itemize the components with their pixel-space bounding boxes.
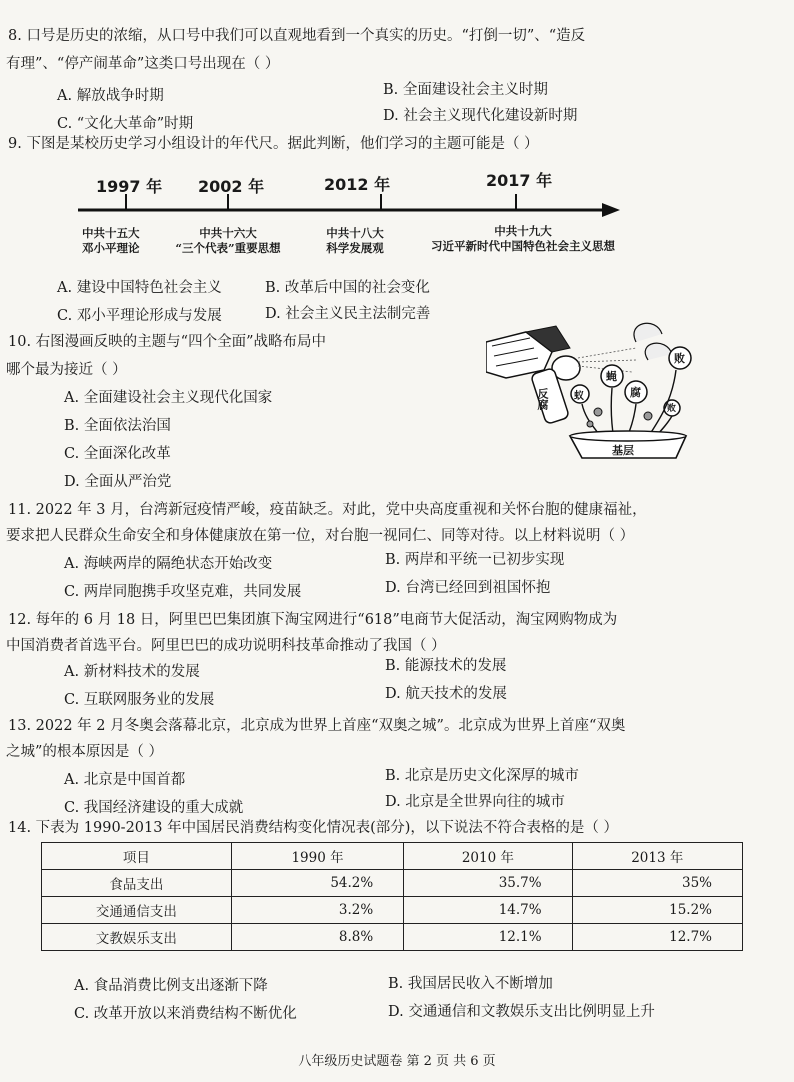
- q13-stem-line1: 13. 2022 年 2 月冬奥会落幕北京，北京成为世界上首座“双奥之城”。北京成为世界上首座“双奥: [8, 718, 626, 734]
- timeline-event-2012-congress: 中共十八大: [326, 226, 384, 240]
- q8-option-b[interactable]: B. 全面建设社会主义时期: [383, 82, 548, 98]
- q8-stem-line1: 8. 口号是历史的浓缩，从口号中我们可以直观地看到一个真实的历史。“打倒一切”、“造反: [8, 28, 586, 44]
- timeline-year-2012: 2012 年: [324, 175, 391, 194]
- timeline-year-1997: 1997 年: [96, 177, 163, 196]
- timeline-arrow-icon: [602, 203, 620, 217]
- q8-stem-line2: 有理”、“停产闹革命”这类口号出现在（ ）: [6, 56, 280, 72]
- table-cell: 54.2%: [231, 870, 403, 897]
- table-cell: 交通通信支出: [42, 897, 232, 924]
- timeline-event-2002-congress: 中共十六大: [199, 226, 257, 240]
- timeline-event-1997-theory: 邓小平理论: [82, 241, 140, 255]
- table-header-1990: 1990 年: [231, 843, 403, 870]
- q14-option-b[interactable]: B. 我国居民收入不断增加: [388, 976, 553, 992]
- timeline-event-2017-congress: 中共十九大: [494, 224, 552, 238]
- anti-corruption-cartoon: [486, 312, 700, 464]
- q10-stem-line2: 哪个最为接近（ ）: [6, 362, 127, 378]
- timeline-event-2002: [164, 226, 292, 256]
- q12-option-d[interactable]: D. 航天技术的发展: [385, 686, 507, 702]
- q12-stem-line1: 12. 每年的 6 月 18 日，阿里巴巴集团旗下淘宝网进行“618”电商节大促活动，淘宝网购物成为: [8, 612, 618, 628]
- q11-stem-line2: 要求把人民群众生命安全和身体健康放在第一位，对台胞一视同仁、同等对待。以上材料说明（ ）: [6, 528, 635, 544]
- table-row: [42, 897, 743, 924]
- table-cell: 15.2%: [572, 897, 742, 924]
- q13-option-b[interactable]: B. 北京是历史文化深厚的城市: [385, 768, 579, 784]
- q11-option-d[interactable]: D. 台湾已经回到祖国怀抱: [385, 580, 551, 596]
- timeline-event-2017: [408, 224, 638, 254]
- q13-option-d[interactable]: D. 北京是全世界向往的城市: [385, 794, 565, 810]
- cartoon-flower-label-4: 腐: [630, 386, 641, 399]
- q10-stem-line1: 10. 右图漫画反映的主题与“四个全面”战略布局中: [8, 334, 326, 350]
- q11-option-b[interactable]: B. 两岸和平统一已初步实现: [385, 552, 565, 568]
- timeline-event-1997-congress: 中共十五大: [82, 226, 140, 240]
- table-cell: 3.2%: [231, 897, 403, 924]
- q13-option-a[interactable]: A. 北京是中国首都: [64, 772, 186, 788]
- table-header-row: [42, 843, 743, 870]
- q9-option-d[interactable]: D. 社会主义民主法制完善: [265, 306, 431, 322]
- timeline-event-2017-theory: 习近平新时代中国特色社会主义思想: [431, 239, 615, 253]
- q12-stem-line2: 中国消费者首选平台。阿里巴巴的成功说明科技革命推动了我国（ ）: [6, 638, 446, 654]
- q9-stem: 9. 下图是某校历史学习小组设计的年代尺。据此判断，他们学习的主题可能是（ ）: [8, 136, 539, 152]
- table-cell: 14.7%: [404, 897, 572, 924]
- q8-option-c[interactable]: C. “文化大革命”时期: [57, 116, 194, 132]
- cartoon-flower-label-3: 蝇: [606, 370, 617, 383]
- timeline-year-2002: 2002 年: [198, 177, 265, 196]
- q10-option-c[interactable]: C. 全面深化改革: [64, 446, 171, 462]
- timeline-ruler: [78, 168, 638, 264]
- q9-option-b[interactable]: B. 改革后中国的社会变化: [265, 280, 430, 296]
- q10-option-b[interactable]: B. 全面依法治国: [64, 418, 171, 434]
- table-cell: 8.8%: [231, 924, 403, 951]
- timeline-year-2017: 2017 年: [486, 171, 553, 190]
- q14-stem: 14. 下表为 1990-2013 年中国居民消费结构变化情况表(部分)，以下说法不符合表格的是（ ）: [8, 820, 619, 836]
- cartoon-flower-label-2: 蚁: [574, 391, 584, 402]
- q11-option-a[interactable]: A. 海峡两岸的隔绝状态开始改变: [64, 556, 273, 572]
- cartoon-base-label: 基层: [612, 444, 634, 457]
- q14-option-c[interactable]: C. 改革开放以来消费结构不断优化: [74, 1006, 297, 1022]
- q13-option-c[interactable]: C. 我国经济建设的重大成就: [64, 800, 244, 816]
- q10-option-d[interactable]: D. 全面从严治党: [64, 474, 172, 490]
- cartoon-drawing: [486, 312, 700, 464]
- q14-option-d[interactable]: D. 交通通信和文教娱乐支出比例明显上升: [388, 1004, 655, 1020]
- table-header-2010: 2010 年: [404, 843, 572, 870]
- timeline-event-2002-theory: “三个代表”重要思想: [175, 241, 281, 255]
- q9-option-c[interactable]: C. 邓小平理论形成与发展: [57, 308, 222, 324]
- q8-option-d[interactable]: D. 社会主义现代化建设新时期: [383, 108, 578, 124]
- q14-option-a[interactable]: A. 食品消费比例支出逐渐下降: [74, 978, 268, 994]
- table-cell: 12.7%: [572, 924, 742, 951]
- q10-option-a[interactable]: A. 全面建设社会主义现代化国家: [64, 390, 273, 406]
- q12-option-b[interactable]: B. 能源技术的发展: [385, 658, 507, 674]
- q13-stem-line2: 之城”的根本原因是（ ）: [6, 744, 164, 760]
- table-row: [42, 870, 743, 897]
- q12-option-a[interactable]: A. 新材料技术的发展: [64, 664, 200, 680]
- table-cell: 12.1%: [404, 924, 572, 951]
- q12-option-c[interactable]: C. 互联网服务业的发展: [64, 692, 215, 708]
- page-footer: 八年级历史试题卷 第 2 页 共 6 页: [298, 1054, 496, 1069]
- q9-option-a[interactable]: A. 建设中国特色社会主义: [57, 280, 222, 296]
- table-header-2013: 2013 年: [572, 843, 742, 870]
- table-cell: 文教娱乐支出: [42, 924, 232, 951]
- q11-stem-line1: 11. 2022 年 3 月，台湾新冠疫情严峻，疫苗缺乏。对此，党中央高度重视和关怀台胞的健康福祉，: [8, 502, 647, 518]
- cartoon-spray-label: 反腐: [536, 388, 549, 410]
- timeline-event-2012-theory: 科学发展观: [326, 241, 384, 255]
- table-cell: 35%: [572, 870, 742, 897]
- timeline-event-1997: [82, 226, 140, 256]
- cartoon-flower-label-5: 败: [667, 404, 677, 414]
- q8-option-a[interactable]: A. 解放战争时期: [57, 88, 164, 104]
- table-header-item: 项目: [42, 843, 232, 870]
- table-cell: 35.7%: [404, 870, 572, 897]
- q11-option-c[interactable]: C. 两岸同胞携手攻坚克难，共同发展: [64, 584, 302, 600]
- table-cell: 食品支出: [42, 870, 232, 897]
- table-row: [42, 924, 743, 951]
- consumption-structure-table: [41, 842, 743, 951]
- cartoon-flower-label-1: 败: [674, 352, 685, 365]
- timeline-event-2012: [318, 226, 392, 256]
